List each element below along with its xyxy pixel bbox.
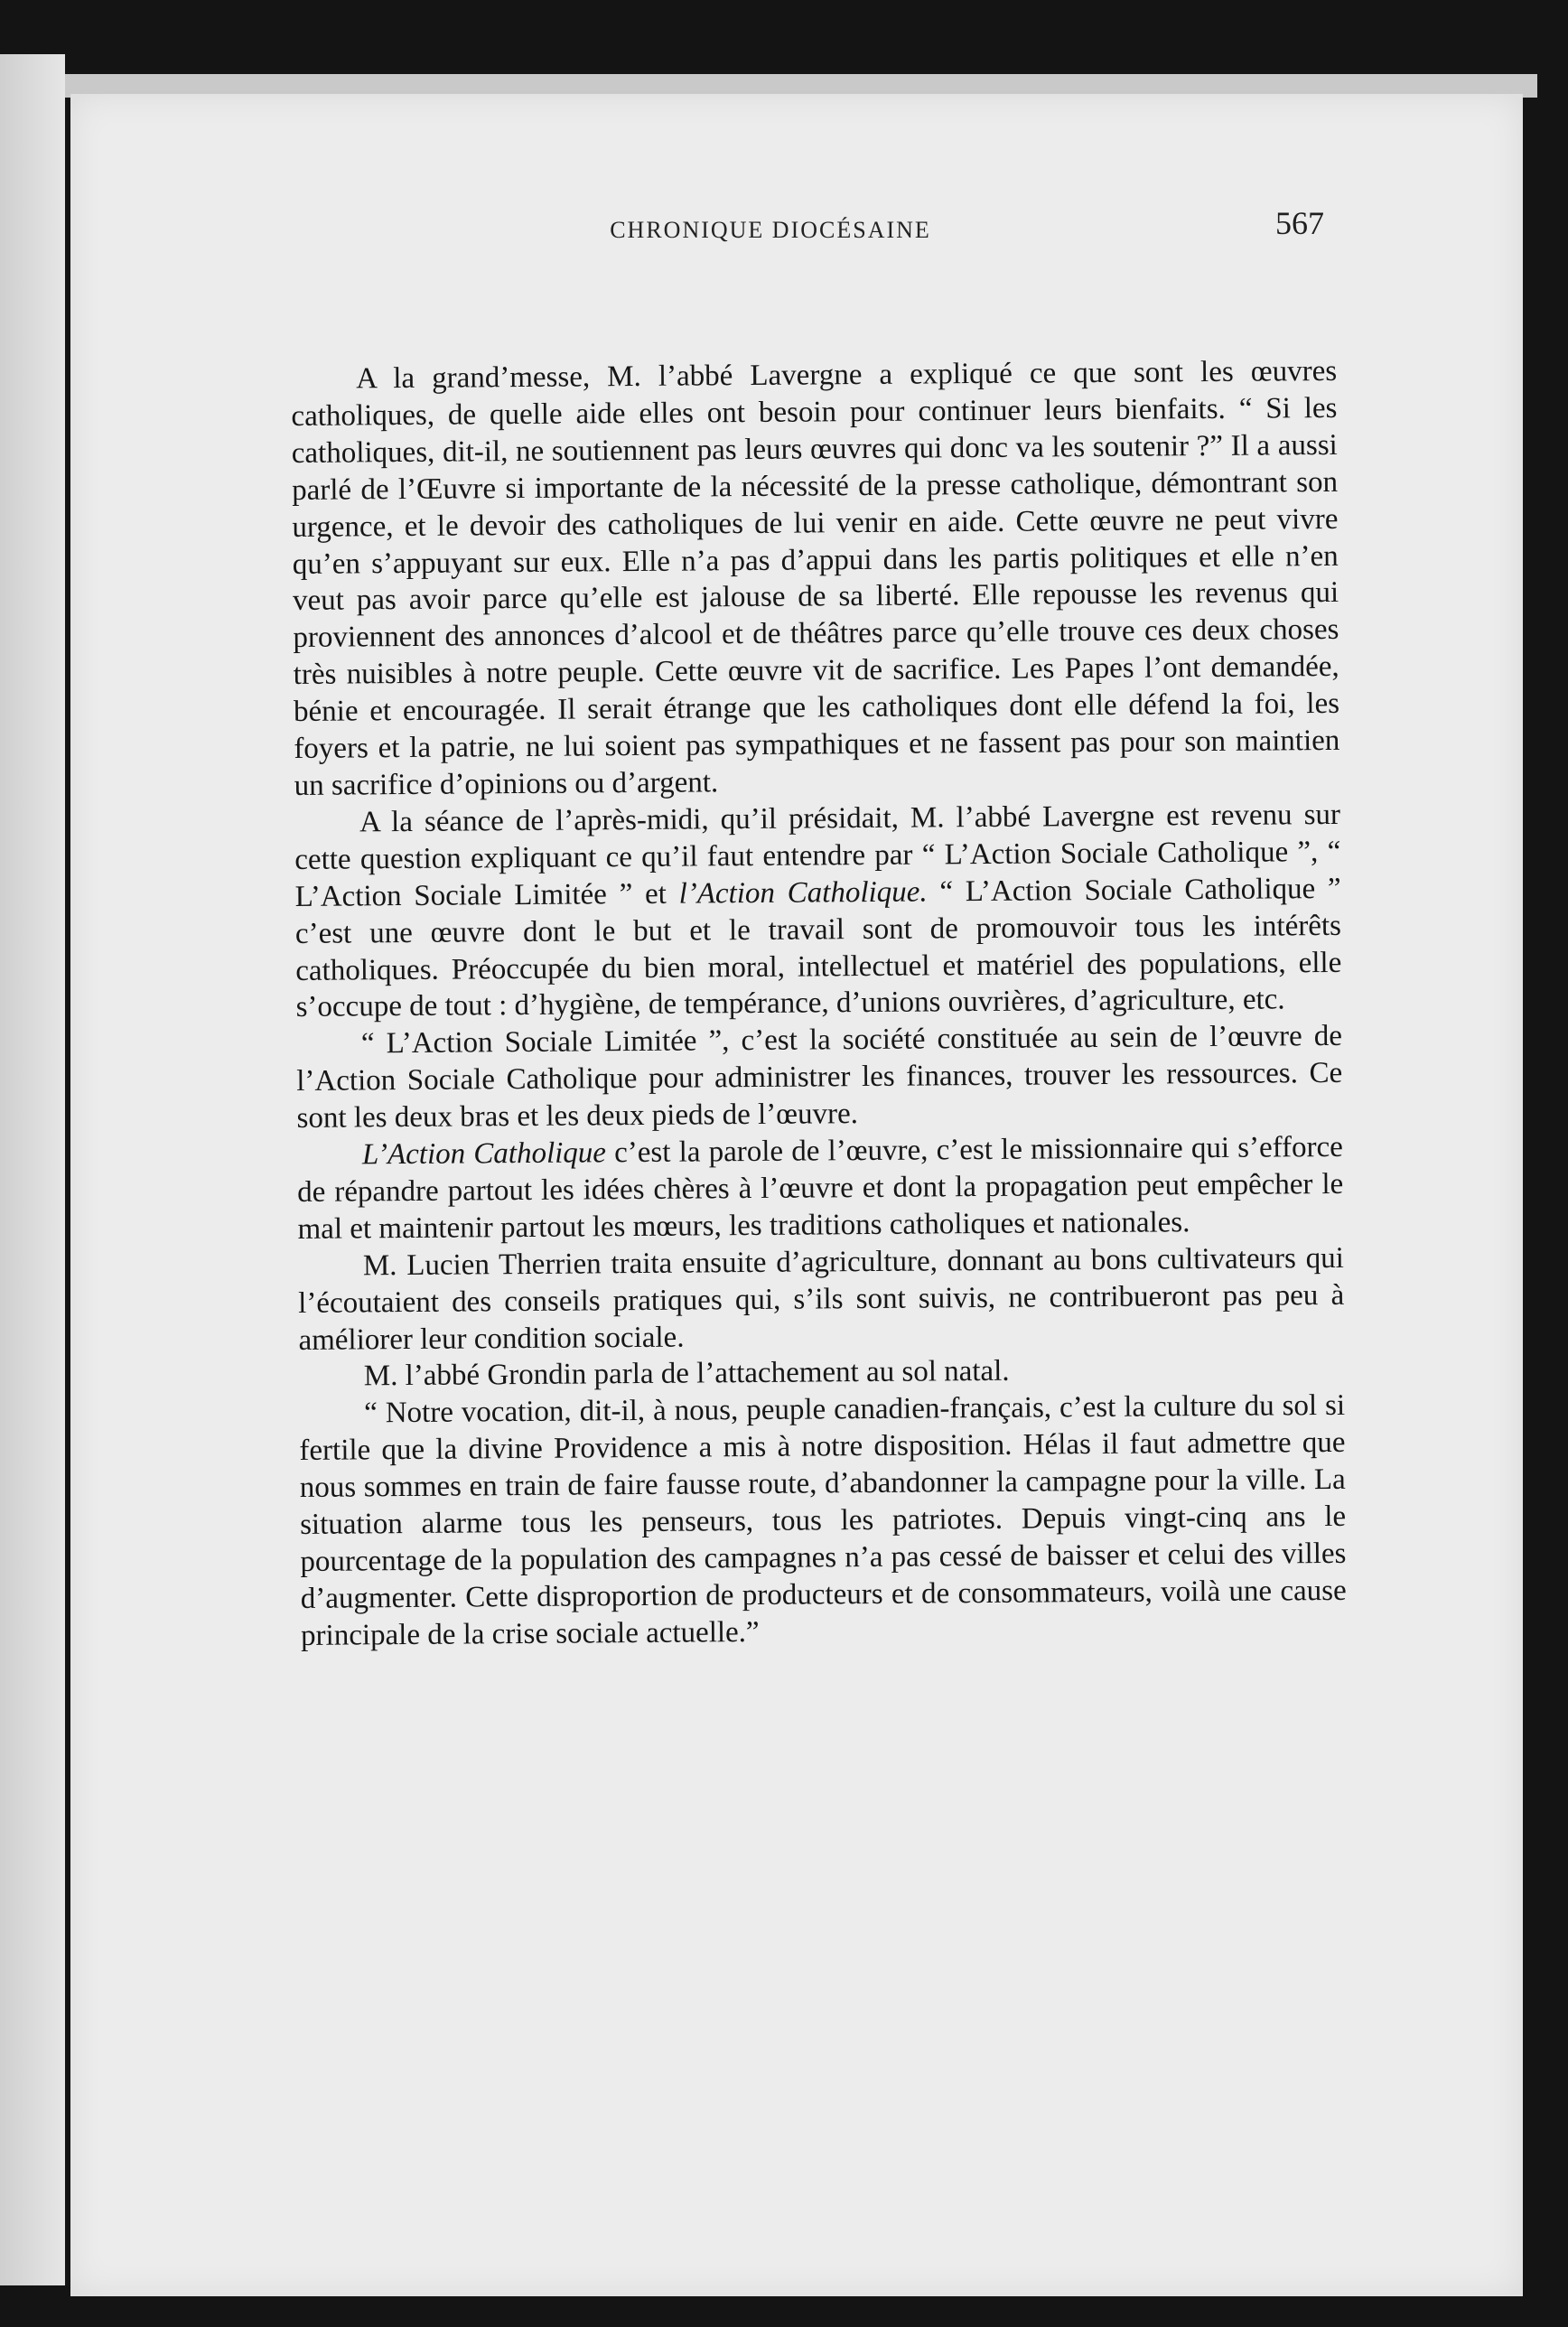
paragraph-3: “ L’Action Sociale Limitée ”, c’est la société constituée au sein de l’œuvre de l’Action Sociale Catholique pour administrer les finances, trouver les ressources. Ce sont les deux bras et les deux pieds de l’œuvre. xyxy=(296,1020,1343,1135)
body-text xyxy=(291,353,1347,1655)
paragraph-2-italic: l’Action Catholique. xyxy=(678,875,928,911)
running-head xyxy=(217,197,1324,251)
paragraph-6: M. l’abbé Grondin parla de l’attachement au sol natal. xyxy=(363,1355,1010,1393)
paragraph-2 xyxy=(294,797,1342,1027)
paragraph-5: M. Lucien Therrien traita ensuite d’agriculture, donnant au bons cultivateurs qui l’écoutaient des conseils pratiques qui, s’ils sont suivis, ne contribueront pas peu à améliorer leur condition sociale. xyxy=(298,1241,1345,1357)
paragraph-2-text-b: “ L’Action Sociale Catholique ” c’est une œuvre dont le but et le travail sont de promouvoir tous les intérêts catholiques. Préoccupée du bien moral, intellectuel et matériel des populations, elle s’occupe de tout : d’hygiène, de tempérance, d’unions ouvrières, d’agriculture, etc. xyxy=(294,872,1342,1024)
paragraph-7: “ Notre vocation, dit-il, à nous, peuple canadien-français, c’est la culture du sol si fertile que la divine Providence a mis à notre disposition. Hélas il faut admettre que nous sommes en train de faire fausse route, d’abandonner la campagne pour la ville. La situation alarme tous les penseurs, tous les patriotes. Depuis vingt-cinq ans le pourcentage de la population des campagnes n’a pas cessé de baisser et celui des villes d’augmenter. Cette disproportion de producteurs et de consommateurs, voilà une cause principale de la crise sociale actuelle.” xyxy=(299,1389,1347,1652)
paragraph-4-text: c’est la parole de l’œuvre, c’est le missionnaire qui s’efforce de répandre partout les idées chères à l’œuvre et dont la propagation peut empêcher le mal et maintenir partout les mœurs, les traditions catholiques et nationales. xyxy=(297,1130,1344,1246)
paragraph-2-text-a: A la séance de l’après-midi, qu’il présidait, M. l’abbé Lavergne est revenu sur cette question expliquant ce qu’il faut entendre par “ L’Action Sociale Catholique ”, “ L’Action Sociale Limitée ” et xyxy=(294,798,1341,913)
paragraph-1: A la grand’messe, M. l’abbé Lavergne a expliqué ce que sont les œuvres catholiques, de quelle aide elles ont besoin pour continuer leurs bienfaits. “ Si les catholiques, dit-il, ne soutiennent pas leurs œuvres qui donc va les soutenir ?” Il a aussi parlé de l’Œuvre si importante de la nécessité de la presse catholique, démontrant son urgence, et le devoir des catholiques de lui venir en aide. Cette œuvre ne peut vivre qu’en s’appuyant sur eux. Elle n’a pas d’appui dans les partis politiques et elle n’en veut pas avoir parce qu’elle est jalouse de sa liberté. Elle repousse les revenus qui proviennent des annonces d’alcool et de théâtres parce qu’elle trouve ces deux choses très nuisibles à notre peuple. Cette œuvre vit de sacrifice. Les Papes l’ont demandée, bénie et encouragée. Il serait étrange que les catholiques dont elle défend la foi, les foyers et la patrie, ne lui soient pas sympathiques et ne fassent pas pour son maintien un sacrifice d’opinions ou d’argent. xyxy=(291,354,1340,802)
scan-frame-left xyxy=(0,54,65,2285)
paragraph-4 xyxy=(297,1129,1344,1248)
header-title: CHRONIQUE DIOCÉSAINE xyxy=(610,217,931,243)
page-number: 567 xyxy=(1275,205,1324,241)
paragraph-4-italic: L’Action Catholique xyxy=(361,1136,607,1172)
